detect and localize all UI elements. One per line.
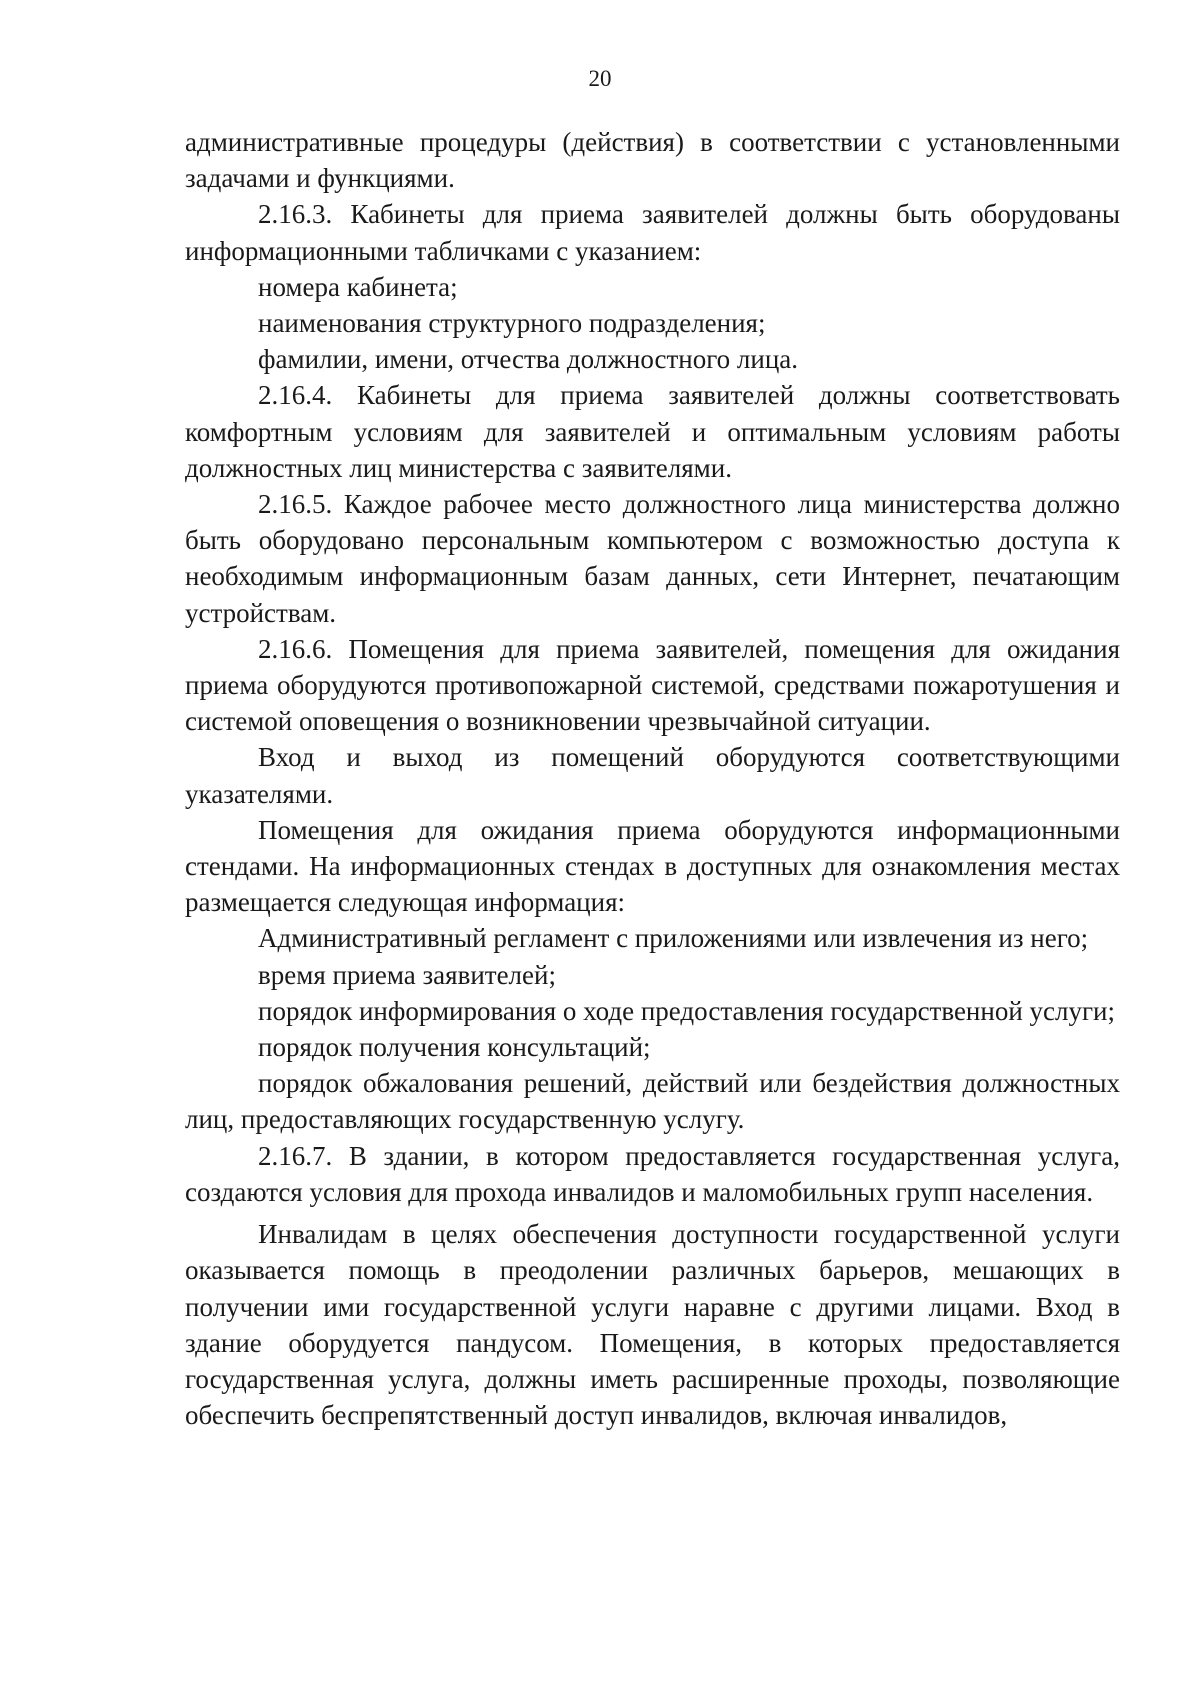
list-item-appeal-order: порядок обжалования решений, действий или бездействия должностных лиц, предоставляющих государственную услугу. <box>185 1068 1120 1135</box>
body-text <box>185 124 1120 1433</box>
paragraph-2-16-5: 2.16.5. Каждое рабочее место должностного лица министерства должно быть оборудовано персональным компьютером с возможностью доступа к необходимым информационным базам данных, сети Интернет, печатающим устройствам. <box>185 489 1120 628</box>
paragraph-accessibility: Инвалидам в целях обеспечения доступности государственной услуги оказывается помощь в преодолении различных барьеров, мешающих в получении ими государственной услуги наравне с другими лицами. Вход в здание оборудуется пандусом. Помещения, в которых предоставляется государственная услуга, должны иметь расширенные проходы, позволяющие обеспечить беспрепятственный доступ инвалидов, включая инвалидов, <box>185 1219 1120 1431</box>
paragraph-2-16-6: 2.16.6. Помещения для приема заявителей, помещения для ожидания приема оборудуются противопожарной системой, средствами пожаротушения и системой оповещения о возникновении чрезвычайной ситуации. <box>185 633 1120 737</box>
paragraph-2-16-4: 2.16.4. Кабинеты для приема заявителей должны соответствовать комфортным условиям для заявителей и оптимальным условиям работы должностных лиц министерства с заявителями. <box>185 380 1120 483</box>
list-item-consultations: порядок получения консультаций; <box>258 1032 651 1063</box>
paragraph-2-16-3: 2.16.3. Кабинеты для приема заявителей должны быть оборудованы информационными табличками с указанием: <box>185 199 1120 266</box>
paragraph-continuation: административные процедуры (действия) в соответствии с установленными задачами и функциями. <box>185 127 1120 194</box>
list-item-room-number: номера кабинета; <box>258 271 458 302</box>
paragraph-2-16-7: 2.16.7. В здании, в котором предоставляется государственная услуга, создаются условия для прохода инвалидов и маломобильных групп населения. <box>185 1140 1120 1207</box>
list-item-official-name: фамилии, имени, отчества должностного лица. <box>258 344 799 375</box>
list-item-informing-order: порядок информирования о ходе предоставления государственной услуги; <box>258 995 1116 1026</box>
paragraph-entrance-exit: Вход и выход из помещений оборудуются соответствующими указателями. <box>185 742 1120 809</box>
list-item-department-name: наименования структурного подразделения; <box>258 308 766 339</box>
page-number: 20 <box>588 66 612 91</box>
list-item-reception-time: время приема заявителей; <box>258 959 556 990</box>
list-item-regulation: Административный регламент с приложениями или извлечения из него; <box>258 923 1089 954</box>
paragraph-info-stands: Помещения для ожидания приема оборудуются информационными стендами. На информационных стендах в доступных для ознакомления местах размещается следующая информация: <box>185 814 1120 918</box>
